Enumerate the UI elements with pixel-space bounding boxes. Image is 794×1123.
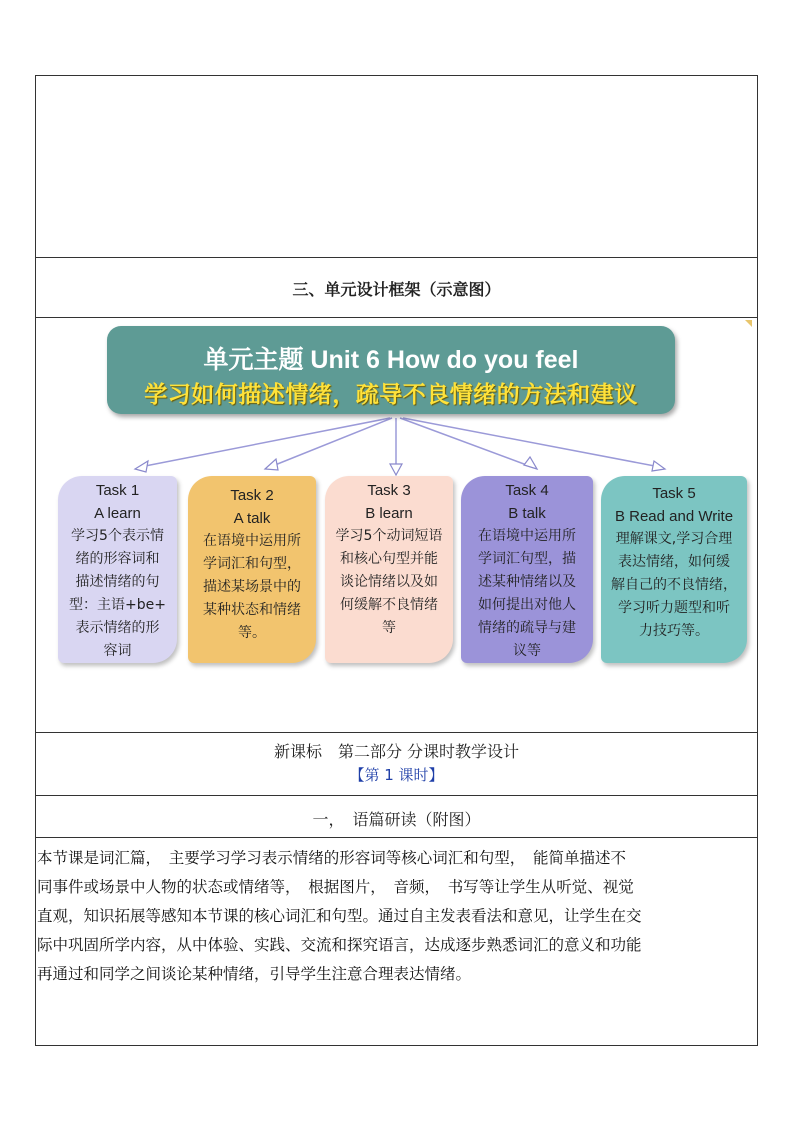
task-desc-line: 学词汇和句型， xyxy=(203,556,301,572)
task-name: Task 1 xyxy=(95,482,140,499)
part2-heading: 新课标 第二部分 分课时教学设计 xyxy=(273,742,520,761)
task-card-4 xyxy=(461,476,593,663)
task-part: A talk xyxy=(233,510,271,527)
task-name: Task 2 xyxy=(230,487,274,504)
task-desc-line: 表示情绪的形 xyxy=(75,620,160,636)
task-desc-line: 绪的形容词和 xyxy=(75,551,160,567)
task-desc-line: 力技巧等。 xyxy=(639,623,709,639)
paragraph-line: 直观，知识拓展等感知本节课的核心词汇和句型。通过自主发表看法和意见，让学生在交 xyxy=(37,907,642,925)
task-name: Task 5 xyxy=(652,485,696,502)
paragraph-line: 本节课是词汇篇， 主要学习学习表示情绪的形容词等核心词汇和句型， 能简单描述不 xyxy=(37,849,627,867)
task-card-3 xyxy=(325,476,453,663)
reading-paragraph xyxy=(37,844,757,989)
unit-goal: 学习如何描述情绪，疏导不良情绪的方法和建议 xyxy=(144,382,638,408)
task-desc-line: 解自己的不良情绪， xyxy=(611,577,737,593)
task-desc-line: 学词汇句型，描 xyxy=(478,551,576,567)
task-desc-line: 描述情绪的句 xyxy=(75,574,160,590)
task-desc-line: 学习5个表示情 xyxy=(71,528,164,544)
section-title: 三、单元设计框架（示意图） xyxy=(292,280,501,299)
paragraph-line: 同事件或场景中人物的状态或情绪等， 根据图片， 音频， 书写等让学生从听觉、视觉 xyxy=(37,878,634,896)
task-name: Task 4 xyxy=(505,482,549,499)
task-desc-line: 述某种情绪以及 xyxy=(478,574,576,590)
task-desc-line: 议等 xyxy=(513,643,541,659)
task-desc-line: 在语境中运用所 xyxy=(203,533,301,549)
task-desc-line: 描述某场景中的 xyxy=(203,579,301,595)
paragraph-line: 际中巩固所学内容，从中体验、实践、交流和探究语言，达成逐步熟悉词汇的意义和功能 xyxy=(37,936,642,954)
task-desc-line: 型：主语+be+ xyxy=(69,597,166,613)
task-card-1 xyxy=(58,476,177,663)
task-part: B learn xyxy=(365,505,413,522)
task-desc-line: 理解课文,学习合理 xyxy=(615,531,733,547)
reading-title: 一， 语篇研读（附图） xyxy=(312,810,481,829)
unit-title: 单元主题 Unit 6 How do you feel xyxy=(203,346,579,374)
task-desc-line: 和核心句型并能 xyxy=(340,551,438,567)
task-desc-line: 在语境中运用所 xyxy=(478,528,576,544)
task-desc-line: 谈论情绪以及如 xyxy=(340,574,438,590)
task-card-2 xyxy=(188,476,316,663)
task-desc-line: 表达情绪，如何缓 xyxy=(618,554,730,570)
task-desc-line: 等。 xyxy=(238,625,266,641)
paragraph-line: 再通过和同学之间谈论某种情绪，引导学生注意合理表达情绪。 xyxy=(37,965,472,983)
task-desc-line: 何缓解不良情绪 xyxy=(340,597,438,613)
task-desc-line: 情绪的疏导与建 xyxy=(478,620,576,636)
task-part: B talk xyxy=(508,505,546,522)
task-part: B Read and Write xyxy=(614,508,734,525)
task-desc-line: 某种状态和情绪 xyxy=(203,602,301,618)
task-name: Task 3 xyxy=(367,482,411,499)
task-desc-line: 学习5个动词短语 xyxy=(335,528,443,544)
task-desc-line: 学习听力题型和听 xyxy=(618,600,730,616)
task-desc-line: 如何提出对他人 xyxy=(478,597,576,613)
task-card-5 xyxy=(601,476,747,663)
task-desc-line: 容词 xyxy=(103,643,132,659)
unit-theme-banner xyxy=(107,326,675,414)
task-desc-line: 等 xyxy=(382,620,396,636)
lesson-number: 【第 1 课时】 xyxy=(349,766,444,784)
task-part: A learn xyxy=(94,505,141,522)
